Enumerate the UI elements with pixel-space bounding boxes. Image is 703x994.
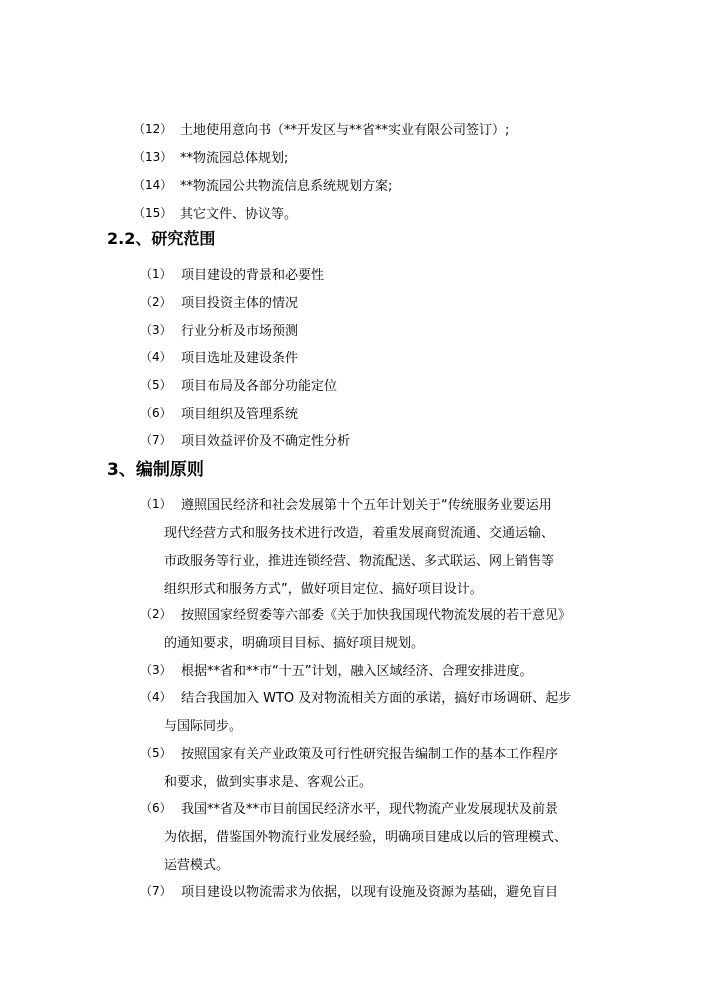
principle-line: 按照国家经贸委等六部委《关于加快我国现代物流发展的若干意见》	[181, 608, 572, 623]
scope-item-text: 行业分析及市场预测	[181, 324, 299, 339]
principle-number: （3）	[140, 663, 172, 677]
principle-line: 项目建设以物流需求为依据，以现有设施及资源为基础，避免盲目	[181, 885, 559, 900]
scope-item-number: （3）	[140, 323, 172, 337]
ref-number: （13）	[133, 150, 173, 164]
principle-line: 的通知要求，明确项目目标、搞好项目规划。	[164, 636, 425, 651]
scope-item-text: 项目选址及建设条件	[181, 351, 299, 366]
principle-number: （6）	[140, 801, 172, 815]
scope-item-number: （2）	[140, 295, 172, 309]
scope-item-text: 项目建设的背景和必要性	[181, 268, 325, 283]
principle-line: 我国**省及**市目前国民经济水平，现代物流产业发展现状及前景	[181, 802, 559, 817]
scope-item-number: （7）	[140, 433, 172, 447]
principle-number: （1）	[140, 497, 172, 511]
ref-number: （15）	[133, 206, 173, 220]
scope-item-text: 项目组织及管理系统	[181, 407, 299, 422]
scope-item-number: （6）	[140, 406, 172, 420]
scope-item-number: （5）	[140, 378, 172, 392]
principle-line: 运营模式。	[164, 858, 230, 873]
ref-text: 土地使用意向书（**开发区与**省**实业有限公司签订）;	[180, 123, 510, 138]
scope-item-number: （4）	[140, 350, 172, 364]
scope-item-text: 项目效益评价及不确定性分析	[181, 434, 351, 449]
ref-number: （12）	[133, 122, 173, 136]
ref-text: **物流园总体规划;	[180, 151, 289, 166]
principle-line: 与国际同步。	[164, 719, 243, 734]
principle-line: 和要求，做到实事求是、客观公正。	[164, 775, 373, 790]
principle-line: 为依据，借鉴国外物流行业发展经验，明确项目建成以后的管理模式、	[164, 830, 568, 845]
principle-number: （5）	[140, 746, 172, 760]
ref-text: 其它文件、协议等。	[180, 207, 298, 222]
scope-item-number: （1）	[140, 267, 172, 281]
section-heading-2-2: 2.2、研究范围	[107, 229, 216, 248]
principle-line: 市政服务等行业，推进连锁经营、物流配送、多式联运、网上销售等	[164, 554, 555, 569]
ref-text: **物流园公共物流信息系统规划方案;	[180, 179, 393, 194]
section-heading-3: 3、编制原则	[107, 460, 204, 480]
scope-item-text: 项目投资主体的情况	[181, 296, 299, 311]
ref-number: （14）	[133, 178, 173, 192]
principle-line: 按照国家有关产业政策及可行性研究报告编制工作的基本工作程序	[181, 747, 559, 762]
principle-line: 现代经营方式和服务技术进行改造，着重发展商贸流通、交通运输、	[164, 526, 555, 541]
principle-line: 组织形式和服务方式”，做好项目定位、搞好项目设计。	[164, 582, 483, 597]
principle-number: （4）	[140, 690, 172, 704]
principle-number: （2）	[140, 607, 172, 621]
scope-item-text: 项目布局及各部分功能定位	[181, 379, 338, 394]
principle-line: 结合我国加入 WTO 及对物流相关方面的承诺，搞好市场调研、起步	[181, 691, 572, 706]
principle-line: 根据**省和**市“十五”计划，融入区域经济、合理安排进度。	[181, 664, 533, 679]
principle-number: （7）	[140, 884, 172, 898]
principle-line: 遵照国民经济和社会发展第十个五年计划关于“传统服务业要运用	[181, 498, 552, 513]
